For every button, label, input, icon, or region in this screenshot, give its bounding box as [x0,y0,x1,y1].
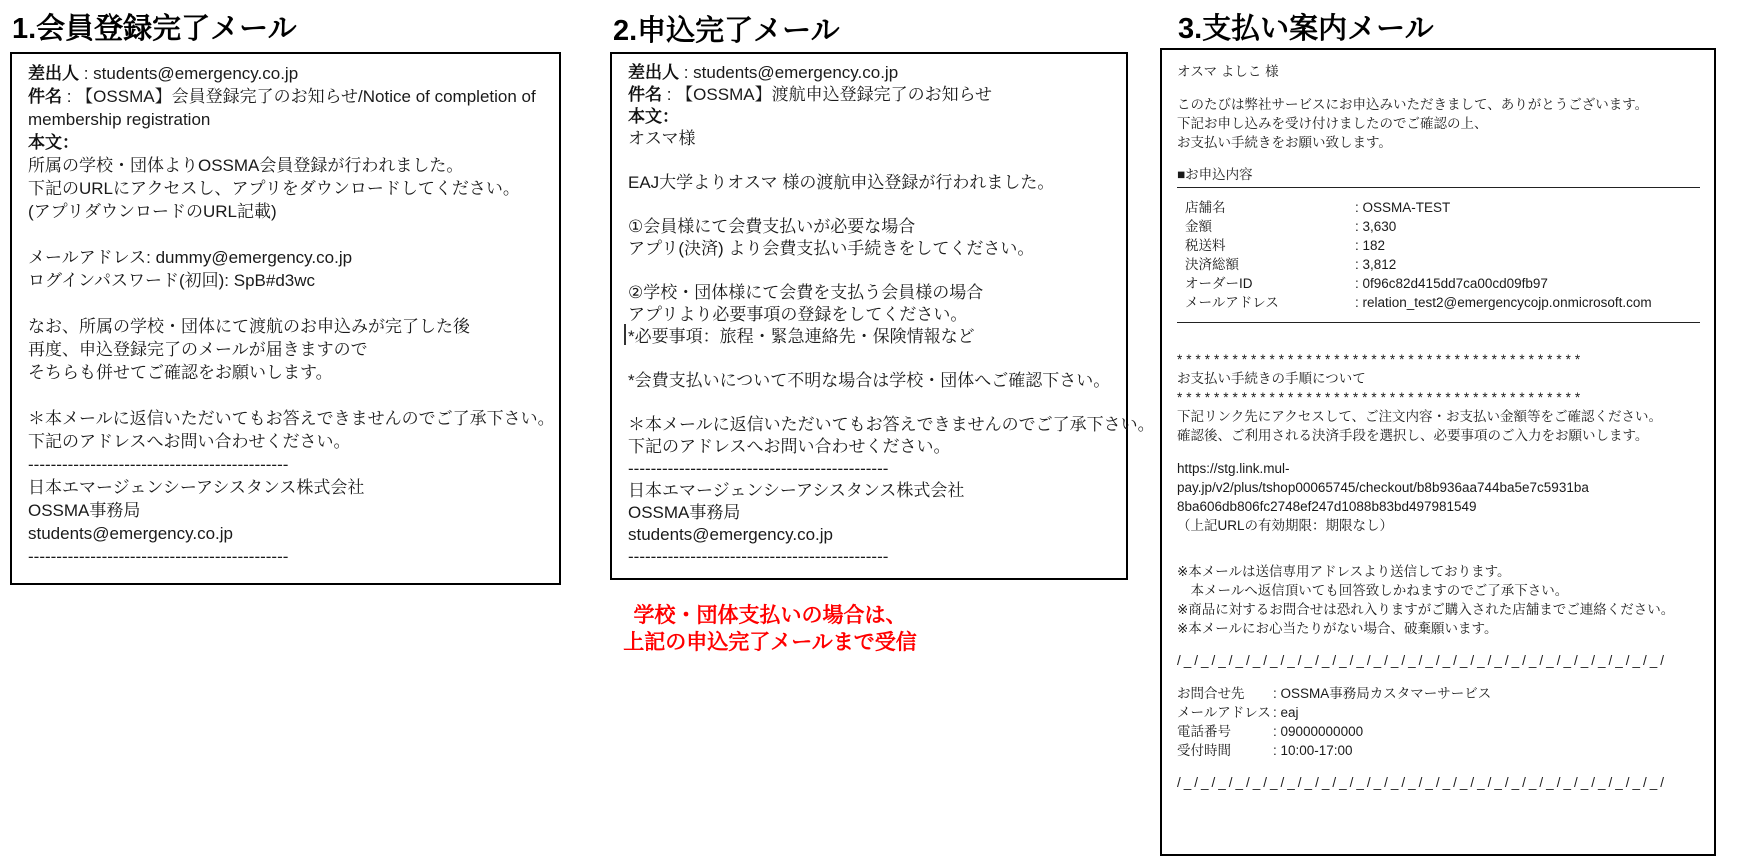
text-line: ①会員様にて会費支払いが必要な場合 [628,217,916,236]
text-line: EAJ大学よりオスマ 様の渡航申込登録が行われました。 [628,173,1055,192]
payment-note-line2: 上記の申込完了メールまで受信 [623,631,917,654]
asterisk-divider-top: ******************************************** [1177,352,1585,367]
key-value-row [1177,703,1704,722]
email2-from [628,62,1120,84]
email2-box [610,52,1155,580]
text-line[interactable]: https://stg.link.mul- [1177,460,1290,476]
key-value-row [1177,722,1704,741]
row-value: : OSSMA-TEST [1355,200,1451,215]
text-line: ＊本メールに返信いただいてもお答えできませんのでご了承下さい。 [628,415,1155,434]
row-value: : 0f96c82d415dd7ca00cd09fb97 [1355,276,1548,291]
procedure-text [1177,407,1704,445]
email2-subject [628,84,1120,106]
procedure-heading: お支払い手続きの手順について [1177,371,1366,386]
payment-url-link[interactable] [1177,459,1704,516]
text-line: 下記リンク先にアクセスして、ご注文内容・お支払い金額等をご確認ください。 [1177,409,1663,424]
text-line: ※本メールにお心当たりがない場合、破棄願います。 [1177,620,1498,636]
key-value-row [1177,236,1704,255]
payment-note [585,602,955,656]
email2-from-label: 差出人 [628,63,679,82]
email3-box [1160,48,1716,856]
row-value: : 10:00-17:00 [1273,742,1353,758]
contact-rows [1177,684,1704,760]
text-line: 日本エマージェンシーアシスタンス株式会社 [28,478,365,497]
row-value: : 182 [1355,238,1386,253]
text-line: ＊本メールに返信いただいてもお答えできませんのでご了承下さい。 [28,409,555,428]
email3-title: 3.支払い案内メール [1178,13,1434,45]
row-value: : 3,630 [1355,219,1397,234]
text-cursor [624,324,626,345]
text-line: メールアドレス: dummy@emergency.co.jp [28,248,353,267]
row-label: 受付時間 [1177,742,1231,758]
text-line: ---------------------------------------------- [628,547,889,566]
text-line: 下記のURLにアクセスし、アプリをダウンロードしてください。 [28,179,520,198]
text-line: ※商品に対するお問合せは恐れ入りますがご購入された店舗までご連絡ください。 [1177,601,1675,617]
text-line: このたびは弊社サービスにお申込みいただきまして、ありがとうございます。 [1177,96,1649,112]
key-value-row [1177,293,1704,312]
text-line: ※本メールは送信専用アドレスより送信しております。 [1177,563,1511,579]
email2-from-value: : students@emergency.co.jp [679,63,899,82]
text-line: 下記のアドレスへお問い合わせください。 [28,432,351,451]
text-line: (アプリダウンロードのURL記載) [28,202,277,221]
text-line: students@emergency.co.jp [628,525,833,544]
text-line: 所属の学校・団体よりOSSMA会員登録が行われました。 [28,156,464,175]
text-line: OSSMA事務局 [628,503,741,522]
slash-divider-bottom: /_/_/_/_/_/_/_/_/_/_/_/_/_/_/_/_/_/_/_/_/_/_/_/_/_/_/_/_/ [1177,775,1667,790]
text-line: お支払い手続きをお願い致します。 [1177,134,1392,150]
text-line [28,384,553,407]
row-label: 電話番号 [1177,723,1231,739]
row-value: : OSSMA事務局カスタマーサービス [1273,685,1492,701]
email2-subject-label: 件名 [628,85,662,104]
text-line[interactable]: 8ba606db806fc2748ef247d1088b83bd497981549 [1177,498,1477,514]
payment-note-line1: 学校・団体支払いの場合は、 [633,604,907,627]
row-value: : relation_test2@emergencycojp.onmicrosoft.com [1355,295,1652,310]
text-line: ---------------------------------------------- [28,547,289,566]
text-line: オスマ様 [628,129,696,148]
email1-subject [28,85,553,131]
row-value: : eaj [1273,704,1299,720]
text-line: 再度、申込登録完了のメールが届きますので [28,340,368,359]
row-label: オーダーID [1185,276,1253,291]
text-line [628,260,1120,282]
email1-title: 1.会員登録完了メール [12,13,297,45]
text-line: students@emergency.co.jp [28,524,233,543]
text-line [28,292,553,315]
email1-subject-label: 件名 [28,87,62,106]
key-value-row [1177,274,1704,293]
asterisk-divider-bottom: ******************************************** [1177,390,1585,405]
text-line [28,223,553,246]
text-line: なお、所属の学校・団体にて渡航のお申込みが完了した後 [28,317,470,336]
email1-box [10,52,561,585]
email2-title: 2.申込完了メール [613,15,840,47]
text-line: *会費支払いについて不明な場合は学校・団体へご確認下さい。 [628,371,1111,390]
row-label: 店舗名 [1185,200,1226,215]
row-value: : 09000000000 [1273,723,1364,739]
url-expiry-note: （上記URLの有効期限：期限なし） [1177,517,1394,533]
text-line [628,194,1120,216]
email1-from-label: 差出人 [28,64,79,83]
text-line [628,348,1120,370]
key-value-row [1177,198,1704,217]
order-section-heading: ■お申込内容 [1177,165,1700,188]
slash-divider-top: /_/_/_/_/_/_/_/_/_/_/_/_/_/_/_/_/_/_/_/_/_/_/_/_/_/_/_/_/ [1177,653,1667,668]
key-value-row [1177,255,1704,274]
email1-body-label: 本文： [28,133,79,152]
email1-subject-value: : 【OSSMA】会員登録完了のお知らせ/Notice of completion of membership registration [28,87,536,129]
row-value: : 3,812 [1355,257,1397,272]
key-value-row [1177,741,1704,760]
order-detail-rows [1177,198,1704,312]
row-label: 税送料 [1185,238,1226,253]
text-line: 日本エマージェンシーアシスタンス株式会社 [628,481,965,500]
row-label: 金額 [1185,219,1212,234]
text-line [628,392,1120,414]
row-label: メールアドレス [1185,295,1279,310]
email1-from [28,62,553,85]
text-line: そちらも併せてご確認をお願いします。 [28,363,333,382]
text-line: ---------------------------------------------- [628,459,889,478]
text-line: ログインパスワード(初回): SpB#d3wc [28,271,316,290]
email2-body [628,128,1155,568]
text-line: ②学校・団体様にて会費を支払う会員様の場合 [628,283,984,302]
text-line: 下記お申し込みを受け付けましたのでご確認の上、 [1177,115,1488,131]
email2-subject-value: : 【OSSMA】渡航申込登録完了のお知らせ [662,85,993,104]
email3-greeting: オスマ よしこ 様 [1177,64,1279,79]
text-line: *必要事項：旅程・緊急連絡先・保険情報など [628,327,975,346]
key-value-row [1177,217,1704,236]
text-line [628,150,1120,172]
row-label: お問合せ先 [1177,685,1245,701]
text-line: アプリ(決済) より会費支払い手続きをしてください。 [628,239,1035,258]
text-line: アプリより必要事項の登録をしてください。 [628,305,968,324]
text-line: OSSMA事務局 [28,501,141,520]
email2-body-label: 本文： [628,107,679,126]
text-line: 本メールへ返信頂いても回答致しかねますのでご了承下さい。 [1177,582,1569,598]
row-label: 決済総額 [1185,257,1239,272]
email1-body [28,154,553,568]
notice-text [1177,562,1704,638]
email1-from-value: : students@emergency.co.jp [79,64,299,83]
text-line: 下記のアドレスへお問い合わせください。 [628,437,951,456]
email3-intro [1177,95,1704,152]
text-line: ---------------------------------------------- [28,455,289,474]
key-value-row [1177,684,1704,703]
row-label: メールアドレス [1177,704,1271,720]
text-line[interactable]: pay.jp/v2/plus/tshop00065745/checkout/b8b936aa744ba5e7c5931ba [1177,479,1589,495]
text-line: 確認後、ご利用される決済手段を選択し、必要事項のご入力をお願いします。 [1177,428,1649,443]
